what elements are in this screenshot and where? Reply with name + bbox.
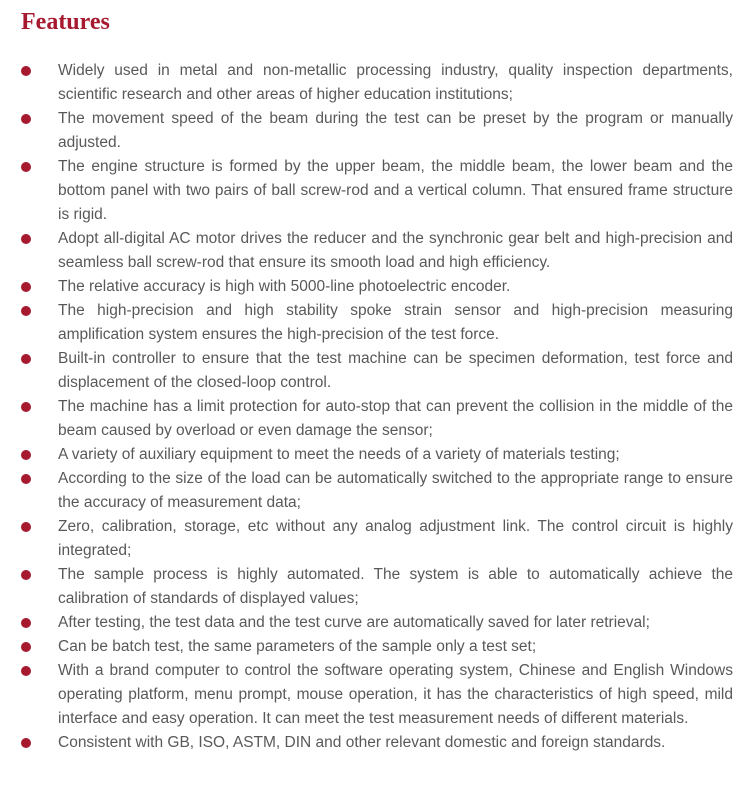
bullet-icon [21, 618, 31, 628]
list-item [0, 731, 750, 755]
list-item [0, 467, 750, 515]
bullet-icon [21, 306, 31, 316]
feature-text: Consistent with GB, ISO, ASTM, DIN and other relevant domestic and foreign standards. [58, 734, 666, 751]
list-item [0, 443, 750, 467]
feature-text: The movement speed of the beam during the test can be preset by the program or manually adjusted. [58, 110, 733, 151]
bullet-icon [21, 738, 31, 748]
bullet-icon [21, 354, 31, 364]
list-item [0, 635, 750, 659]
bullet-icon [21, 114, 31, 124]
bullet-icon [21, 66, 31, 76]
bullet-icon [21, 570, 31, 580]
list-item [0, 275, 750, 299]
list-item [0, 107, 750, 155]
feature-text: After testing, the test data and the test curve are automatically saved for later retrieval; [58, 614, 650, 631]
bullet-icon [21, 474, 31, 484]
feature-list [0, 59, 750, 755]
list-item [0, 611, 750, 635]
list-item [0, 347, 750, 395]
feature-text: A variety of auxiliary equipment to meet the needs of a variety of materials testing; [58, 446, 620, 463]
bullet-icon [21, 162, 31, 172]
feature-text: With a brand computer to control the software operating system, Chinese and English Windows operating platform, menu prompt, mouse operation, it has the characteristics of high speed, mild interface and easy operation. It can meet the test measurement needs of different materials. [58, 662, 733, 727]
bullet-icon [21, 234, 31, 244]
list-item [0, 515, 750, 563]
list-item [0, 299, 750, 347]
feature-text: Adopt all-digital AC motor drives the reducer and the synchronic gear belt and high-precision and seamless ball screw-rod that ensure its smooth load and high efficiency. [58, 230, 733, 271]
feature-text: According to the size of the load can be automatically switched to the appropriate range to ensure the accuracy of measurement data; [58, 470, 733, 511]
list-item [0, 227, 750, 275]
feature-text: Can be batch test, the same parameters of the sample only a test set; [58, 638, 537, 655]
feature-text: The high-precision and high stability spoke strain sensor and high-precision measuring amplification system ensures the high-precision of the test force. [58, 302, 733, 343]
list-item [0, 395, 750, 443]
feature-text: The relative accuracy is high with 5000-line photoelectric encoder. [58, 278, 511, 295]
feature-text: The sample process is highly automated. The system is able to automatically achieve the calibration of standards of displayed values; [58, 566, 733, 607]
bullet-icon [21, 522, 31, 532]
feature-text: Widely used in metal and non-metallic processing industry, quality inspection departments, scientific research and other areas of higher education institutions; [58, 62, 733, 103]
bullet-icon [21, 402, 31, 412]
feature-text: The engine structure is formed by the upper beam, the middle beam, the lower beam and the bottom panel with two pairs of ball screw-rod and a vertical column. That ensured frame structure is rigid. [58, 158, 733, 223]
list-item [0, 659, 750, 731]
bullet-icon [21, 642, 31, 652]
bullet-icon [21, 282, 31, 292]
bullet-icon [21, 450, 31, 460]
list-item [0, 155, 750, 227]
feature-text: Built-in controller to ensure that the test machine can be specimen deformation, test force and displacement of the closed-loop control. [58, 350, 733, 391]
list-item [0, 59, 750, 107]
page-title: Features [21, 9, 110, 35]
feature-text: The machine has a limit protection for auto-stop that can prevent the collision in the middle of the beam caused by overload or even damage the sensor; [58, 398, 733, 439]
feature-text: Zero, calibration, storage, etc without any analog adjustment link. The control circuit is highly integrated; [58, 518, 733, 559]
list-item [0, 563, 750, 611]
bullet-icon [21, 666, 31, 676]
